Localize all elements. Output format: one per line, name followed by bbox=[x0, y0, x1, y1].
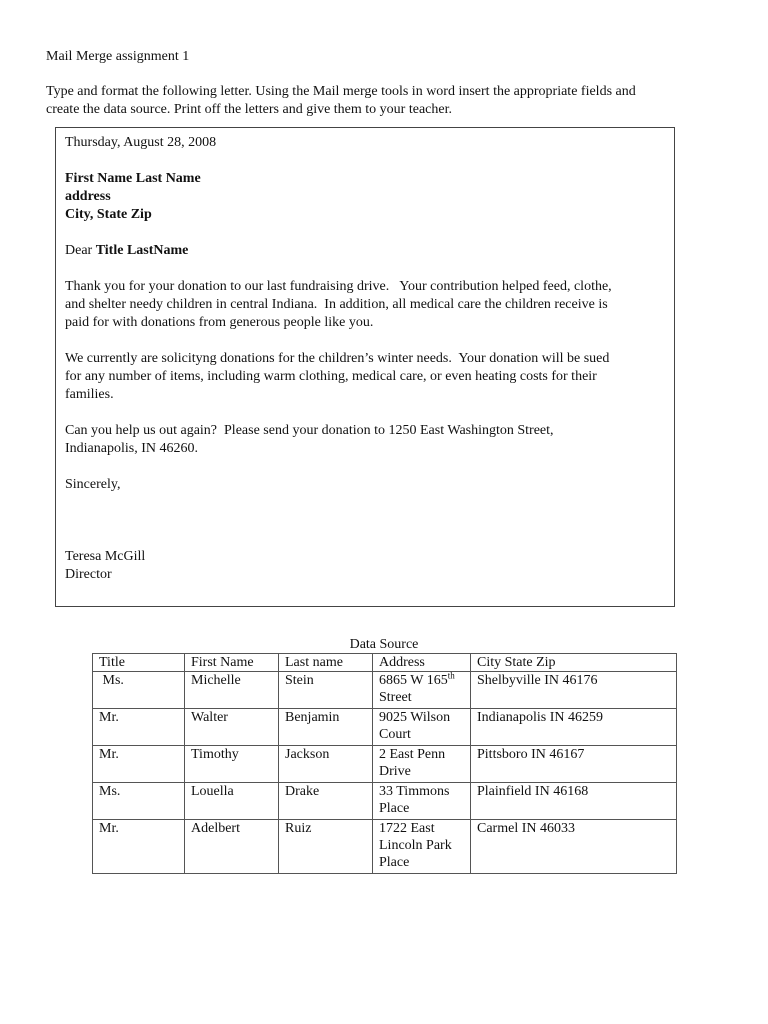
letter-body bbox=[65, 134, 665, 584]
cell-title: Ms. bbox=[93, 783, 185, 820]
header-address: Address bbox=[373, 654, 471, 672]
paragraph-2-line-3: families. bbox=[65, 387, 114, 402]
assignment-title: Mail Merge assignment 1 bbox=[46, 49, 190, 64]
table-row bbox=[93, 672, 677, 709]
cell-last-name: Jackson bbox=[279, 746, 373, 783]
cell-first-name: Louella bbox=[185, 783, 279, 820]
table-row bbox=[93, 709, 677, 746]
address-line-2: Lincoln Park bbox=[379, 838, 452, 853]
cell-address bbox=[373, 746, 471, 783]
paragraph-2-line-2: for any number of items, including warm clothing, medical care, or even heating costs for their bbox=[65, 369, 597, 384]
cell-city-state-zip: Shelbyville IN 46176 bbox=[471, 672, 677, 709]
cell-last-name: Ruiz bbox=[279, 820, 373, 874]
cell-title: Mr. bbox=[93, 820, 185, 874]
address-line-3: Place bbox=[379, 855, 410, 870]
cell-city-state-zip: Carmel IN 46033 bbox=[471, 820, 677, 874]
salutation-prefix: Dear bbox=[65, 243, 96, 258]
instructions-line-2: create the data source. Print off the letters and give them to your teacher. bbox=[46, 102, 452, 117]
instructions bbox=[46, 83, 706, 119]
address-line-1: 33 Timmons bbox=[379, 784, 450, 799]
cell-first-name: Timothy bbox=[185, 746, 279, 783]
address-line-2: Drive bbox=[379, 764, 411, 779]
cell-address bbox=[373, 709, 471, 746]
merge-field-title-lastname: Title LastName bbox=[95, 243, 189, 258]
table-row bbox=[93, 746, 677, 783]
data-source-table bbox=[92, 653, 677, 874]
cell-last-name: Drake bbox=[279, 783, 373, 820]
paragraph-1-line-2: and shelter needy children in central Indiana. In addition, all medical care the children receive is bbox=[65, 297, 608, 312]
cell-city-state-zip: Pittsboro IN 46167 bbox=[471, 746, 677, 783]
signer-name: Teresa McGill bbox=[65, 549, 146, 564]
table-header-row bbox=[93, 654, 677, 672]
header-first-name: First Name bbox=[185, 654, 279, 672]
address-line-2: Place bbox=[379, 801, 410, 816]
signer-title: Director bbox=[65, 567, 112, 582]
cell-first-name: Michelle bbox=[185, 672, 279, 709]
salutation bbox=[65, 242, 665, 260]
address-line-2: Court bbox=[379, 727, 411, 742]
address-line-2: Street bbox=[379, 690, 412, 705]
header-city-state-zip: City State Zip bbox=[471, 654, 677, 672]
header-title: Title bbox=[93, 654, 185, 672]
cell-city-state-zip: Plainfield IN 46168 bbox=[471, 783, 677, 820]
paragraph-3-line-1: Can you help us out again? Please send your donation to 1250 East Washington Street, bbox=[65, 423, 554, 438]
paragraph-2-line-1: We currently are solicityng donations for the children’s winter needs. Your donation will be sued bbox=[65, 351, 610, 366]
cell-last-name: Benjamin bbox=[279, 709, 373, 746]
table-row bbox=[93, 820, 677, 874]
cell-first-name: Adelbert bbox=[185, 820, 279, 874]
address-line-1: 6865 W 165th bbox=[379, 670, 455, 688]
paragraph-1-line-1: Thank you for your donation to our last fundraising drive. Your contribution helped feed, clothe, bbox=[65, 279, 612, 294]
data-source-title: Data Source bbox=[349, 637, 419, 652]
address-line-1: 9025 Wilson bbox=[379, 710, 451, 725]
paragraph-1-line-3: paid for with donations from generous people like you. bbox=[65, 315, 374, 330]
merge-field-name: First Name Last Name bbox=[65, 171, 201, 186]
cell-title: Mr. bbox=[93, 709, 185, 746]
cell-last-name: Stein bbox=[279, 672, 373, 709]
closing: Sincerely, bbox=[65, 477, 121, 492]
cell-title: Ms. bbox=[93, 672, 185, 709]
cell-address bbox=[373, 672, 471, 709]
merge-field-address: address bbox=[65, 189, 111, 204]
instructions-line-1: Type and format the following letter. Using the Mail merge tools in word insert the appropriate fields and bbox=[46, 84, 636, 99]
address-line-1: 2 East Penn bbox=[379, 747, 446, 762]
table-row bbox=[93, 783, 677, 820]
cell-title: Mr. bbox=[93, 746, 185, 783]
letter-box bbox=[55, 127, 675, 607]
merge-field-city-state-zip: City, State Zip bbox=[65, 207, 152, 222]
cell-address bbox=[373, 783, 471, 820]
cell-first-name: Walter bbox=[185, 709, 279, 746]
header-last-name: Last name bbox=[279, 654, 373, 672]
cell-city-state-zip: Indianapolis IN 46259 bbox=[471, 709, 677, 746]
address-line-1: 1722 East bbox=[379, 821, 435, 836]
ordinal-suffix: th bbox=[447, 670, 455, 681]
letter-date: Thursday, August 28, 2008 bbox=[65, 135, 217, 150]
cell-address bbox=[373, 820, 471, 874]
paragraph-3-line-2: Indianapolis, IN 46260. bbox=[65, 441, 198, 456]
